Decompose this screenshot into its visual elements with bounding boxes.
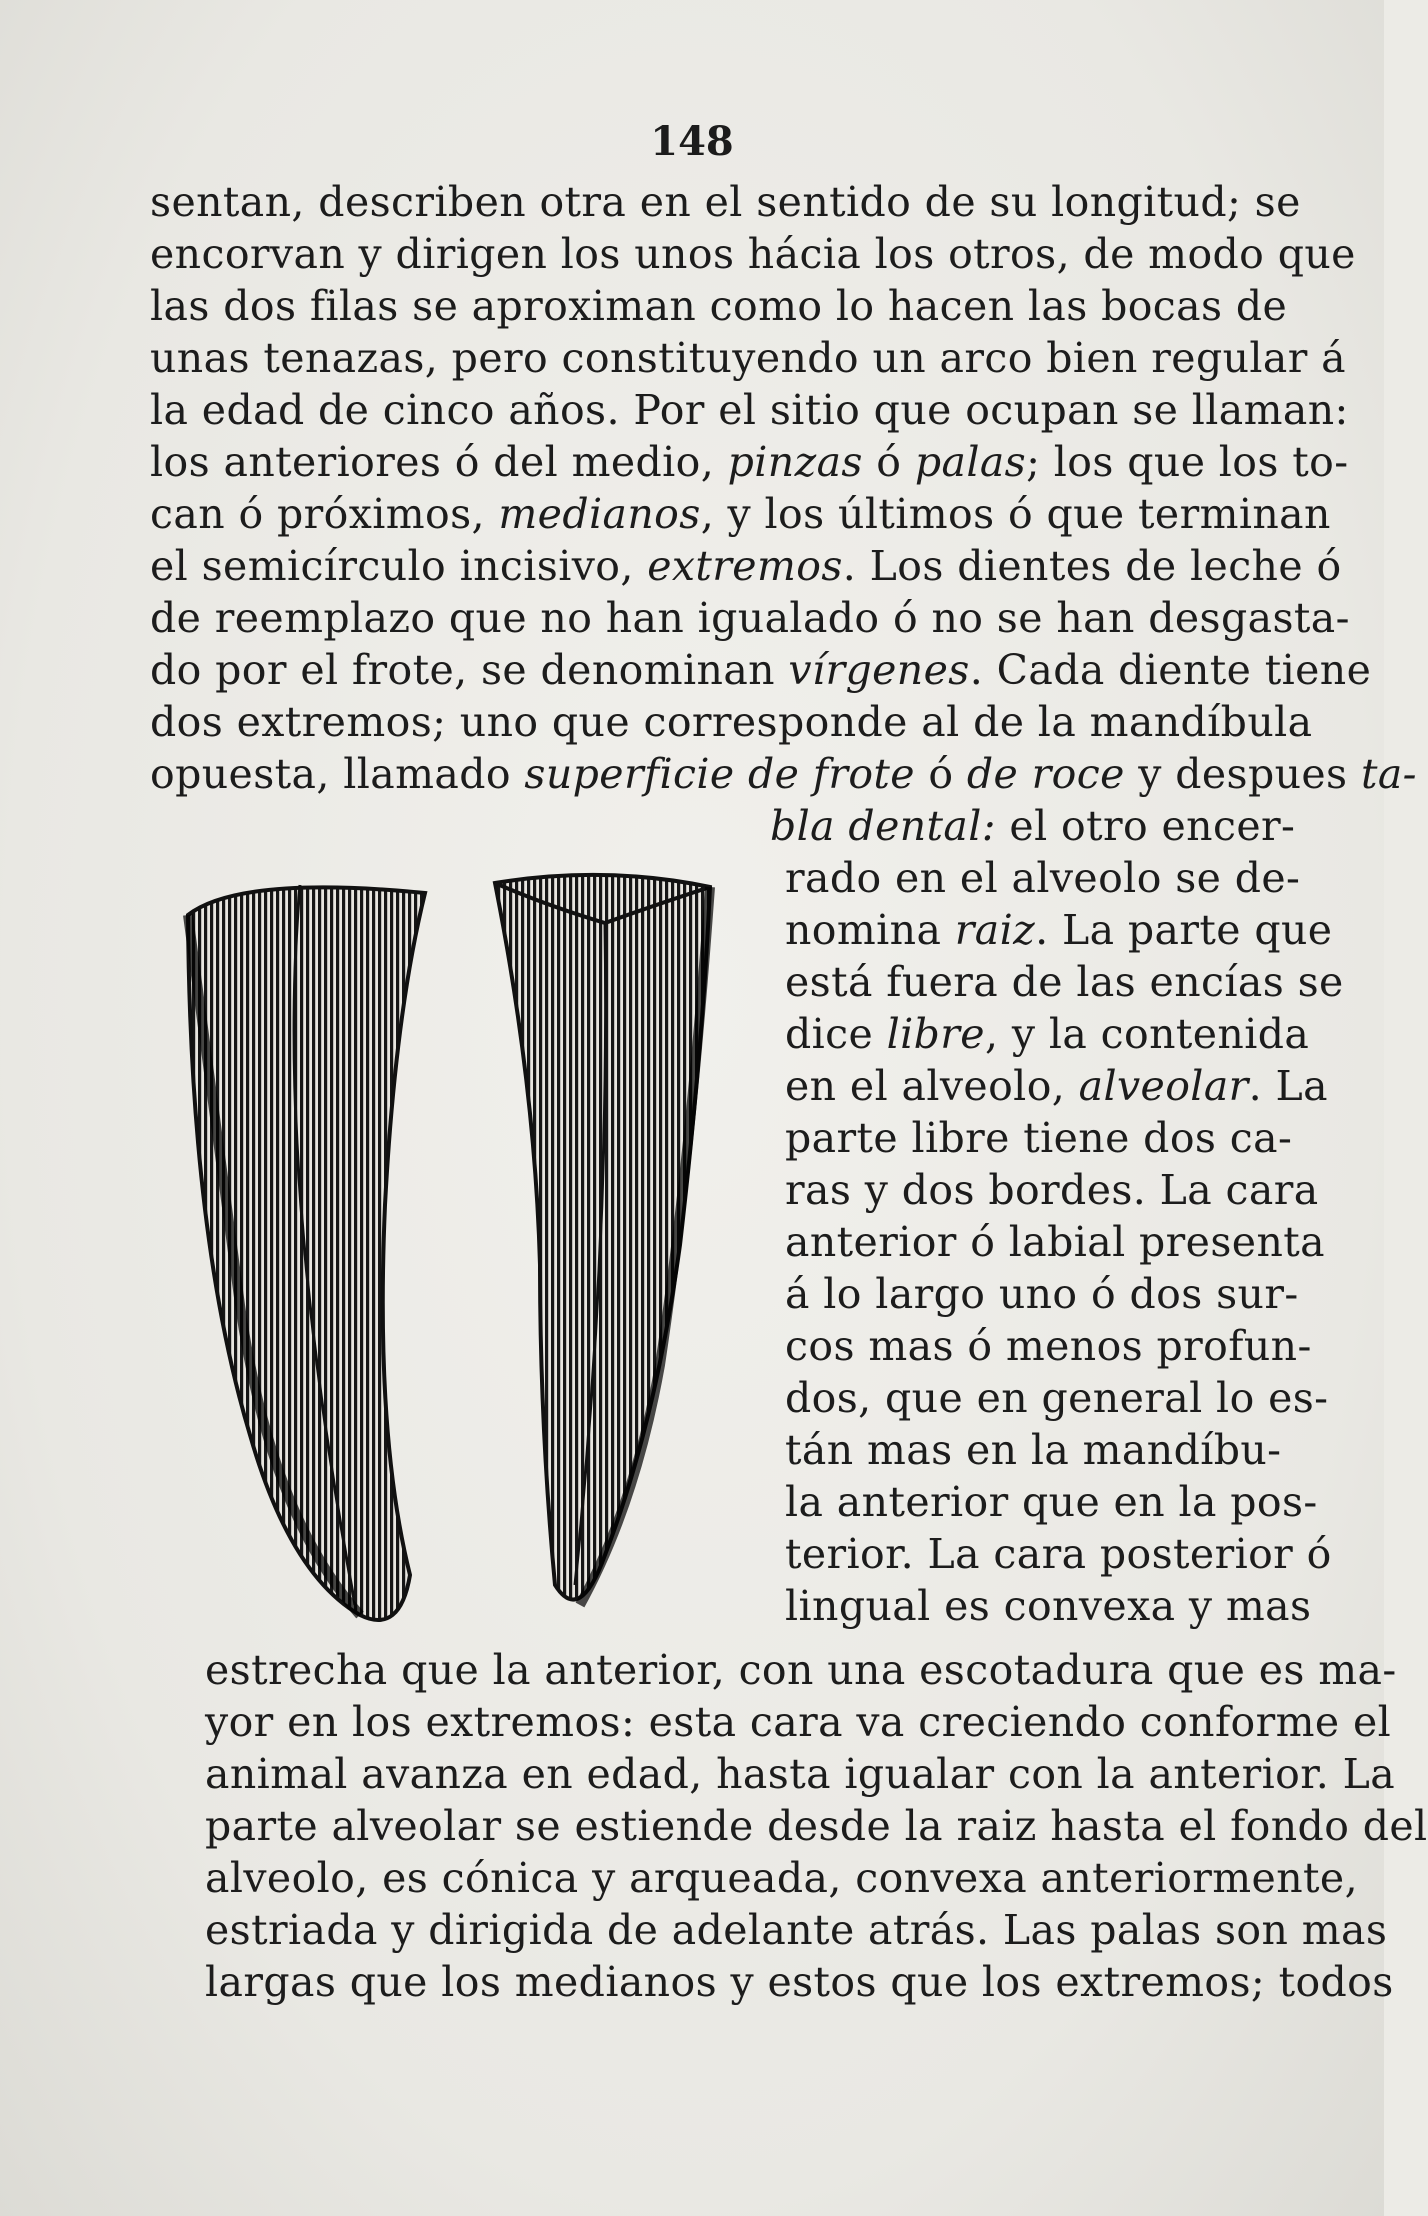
text-line: de reemplazo que no han igualado ó no se han desgasta- (150, 594, 1350, 642)
text-line: parte alveolar se estiende desde la raiz hasta el fondo del (205, 1802, 1428, 1850)
text-line: unas tenazas, pero constituyendo un arco bien regular á (150, 334, 1347, 382)
text-line: la anterior que en la pos- (785, 1478, 1318, 1526)
text-line: el semicírculo incisivo, extremos. Los dientes de leche ó (150, 542, 1342, 590)
text-line: opuesta, llamado superficie de frote ó de roce y despues ta- (150, 750, 1417, 798)
teeth-illustration (180, 865, 720, 1635)
text-line: bla dental: el otro encer- (770, 802, 1296, 850)
text-line: está fuera de las encías se (785, 958, 1344, 1006)
text-line: largas que los medianos y estos que los extremos; todos (205, 1958, 1394, 2006)
text-line: en el alveolo, alveolar. La (785, 1062, 1329, 1110)
text-line: alveolo, es cónica y arqueada, convexa anteriormente, (205, 1854, 1359, 1902)
text-line: nomina raiz. La parte que (785, 906, 1333, 954)
text-line: estriada y dirigida de adelante atrás. Las palas son mas (205, 1906, 1388, 1954)
text-line: las dos filas se aproximan como lo hacen las bocas de (150, 282, 1288, 330)
text-line: dos, que en general lo es- (785, 1374, 1329, 1422)
tooth-illustration-right (485, 865, 715, 1625)
text-line: estrecha que la anterior, con una escotadura que es ma- (205, 1646, 1397, 1694)
text-line: yor en los extremos: esta cara va creciendo conforme el (205, 1698, 1392, 1746)
text-line: sentan, describen otra en el sentido de su longitud; se (150, 178, 1301, 226)
text-line: cos mas ó menos profun- (785, 1322, 1312, 1370)
page-number: 148 (650, 118, 734, 165)
text-line: animal avanza en edad, hasta igualar con la anterior. La (205, 1750, 1396, 1798)
text-line: dos extremos; uno que corresponde al de la mandíbula (150, 698, 1313, 746)
text-line: la edad de cinco años. Por el sitio que ocupan se llaman: (150, 386, 1349, 434)
text-line: parte libre tiene dos ca- (785, 1114, 1293, 1162)
text-line: anterior ó labial presenta (785, 1218, 1325, 1266)
text-line: terior. La cara posterior ó (785, 1530, 1332, 1578)
text-line: á lo largo uno ó dos sur- (785, 1270, 1299, 1318)
text-line: can ó próximos, medianos, y los últimos ó que terminan (150, 490, 1331, 538)
text-line: rado en el alveolo se de- (785, 854, 1301, 902)
text-line: ras y dos bordes. La cara (785, 1166, 1319, 1214)
text-line: encorvan y dirigen los unos hácia los otros, de modo que (150, 230, 1356, 278)
text-line: lingual es convexa y mas (785, 1582, 1312, 1630)
text-line: do por el frote, se denominan vírgenes. Cada diente tiene (150, 646, 1372, 694)
text-line: dice libre, y la contenida (785, 1010, 1310, 1058)
tooth-illustration-left (180, 875, 435, 1635)
text-line: tán mas en la mandíbu- (785, 1426, 1282, 1474)
text-line: los anteriores ó del medio, pinzas ó palas; los que los to- (150, 438, 1349, 486)
